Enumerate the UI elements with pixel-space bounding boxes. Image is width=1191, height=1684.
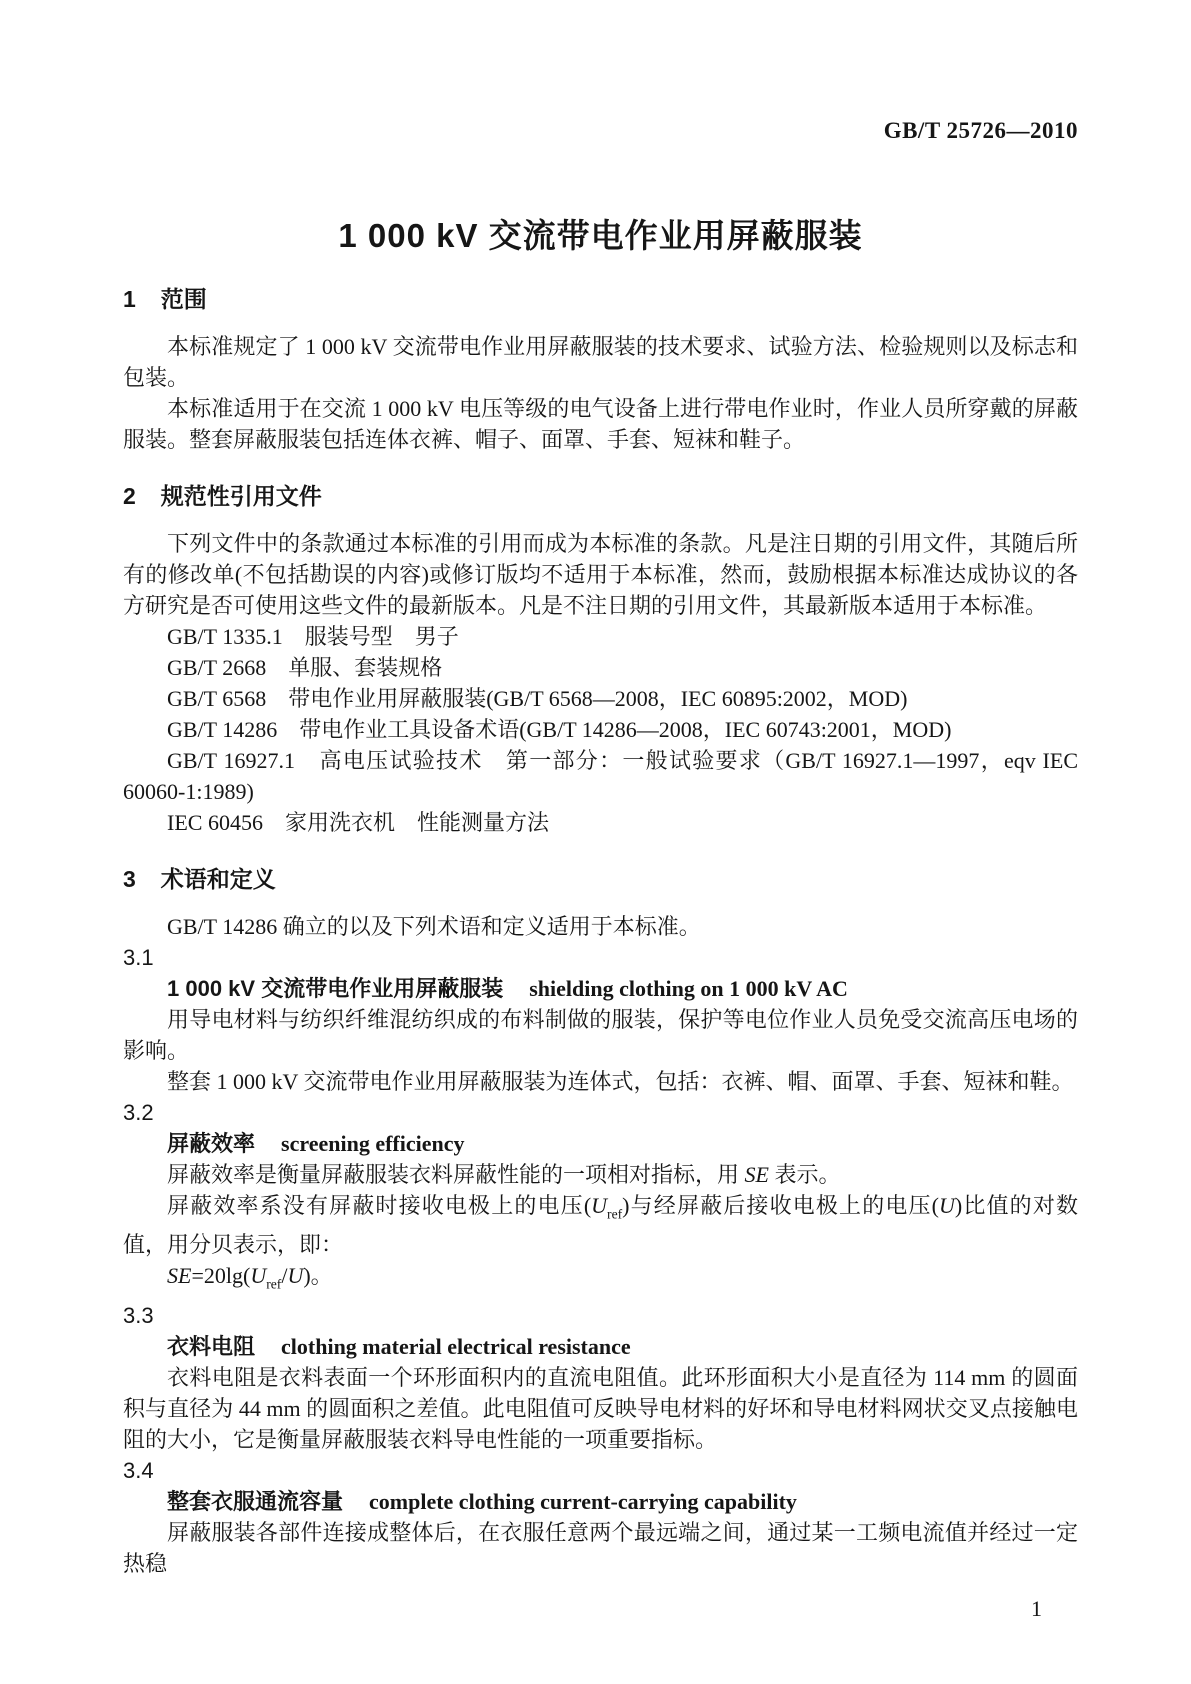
term-english: complete clothing current-carrying capability: [369, 1488, 797, 1514]
paragraph: 屏蔽服装各部件连接成整体后，在衣服任意两个最远端之间，通过某一工频电流值并经过一定热稳: [123, 1519, 1078, 1576]
term-definition-title: [123, 1128, 1078, 1159]
reference-item: GB/T 16927.1 高电压试验技术 第一部分：一般试验要求（GB/T 16927.1—1997，eqv IEC 60060-1:1989): [123, 748, 1078, 804]
term-number: 3.1: [123, 945, 154, 970]
term-chinese: 衣料电阻: [167, 1333, 256, 1359]
paragraph: GB/T 14286 确立的以及下列术语和定义适用于本标准。: [167, 914, 701, 939]
paragraph: 下列文件中的条款通过本标准的引用而成为本标准的条款。凡是注日期的引用文件，其随后所有的修改单(不包括勘误的内容)或修订版均不适用于本标准，然而，鼓励根据本标准达成协议的各方研究是否可使用这些文件的最新版本。凡是不注日期的引用文件，其最新版本适用于本标准。: [123, 531, 1078, 618]
section-number: 3: [123, 866, 136, 892]
section-number: 2: [123, 483, 136, 509]
text-run: )与经屏蔽后接收电极上的电压(: [622, 1193, 939, 1218]
term-chinese: 屏蔽效率: [167, 1131, 256, 1156]
reference-item: GB/T 2668 单服、套装规格: [167, 655, 443, 680]
section-heading-1: [123, 284, 1078, 315]
variable-U: U: [939, 1193, 955, 1218]
term-definition-title: [123, 973, 1078, 1004]
text-run: 屏蔽效率是衡量屏蔽服装衣料屏蔽性能的一项相对指标，用: [167, 1162, 745, 1187]
section-label: 规范性引用文件: [160, 483, 322, 509]
term-chinese: 1 000 kV 交流带电作业用屏蔽服装: [167, 976, 504, 1001]
term-number: 3.4: [123, 1457, 154, 1483]
term-number: 3.3: [123, 1302, 154, 1328]
subscript-ref: ref: [266, 1276, 282, 1292]
section-heading-2: [123, 481, 1078, 512]
document-title: 1 000 kV 交流带电作业用屏蔽服装: [338, 217, 863, 254]
standard-code: GB/T 25726—2010: [883, 118, 1078, 143]
section-label: 范围: [160, 286, 207, 312]
term-definition-title: [123, 1331, 1078, 1362]
section-heading-3: [123, 864, 1078, 895]
term-chinese: 整套衣服通流容量: [167, 1488, 344, 1514]
paragraph: [123, 1190, 1078, 1260]
text-run: )。: [303, 1263, 333, 1289]
term-english: shielding clothing on 1 000 kV AC: [529, 976, 848, 1001]
reference-item: IEC 60456 家用洗衣机 性能测量方法: [167, 810, 549, 835]
section-label: 术语和定义: [160, 866, 276, 892]
term-definition-title: [123, 1486, 1078, 1517]
text-run: )比值的对数值，用分贝表示，即：: [123, 1193, 1078, 1258]
text-run: =20lg(: [191, 1263, 251, 1289]
paragraph: 衣料电阻是衣料表面一个环形面积内的直流电阻值。此环形面积大小是直径为 114 mm 的圆面积与直径为 44 mm 的圆面积之差值。此电阻值可反映导电材料的好坏和导电材料网状交叉点接触电阻的大小，它是衡量屏蔽服装衣料导电性能的一项重要指标。: [123, 1364, 1078, 1452]
text-run: /: [281, 1263, 288, 1289]
variable-SE: SE: [167, 1263, 192, 1289]
page-number: 1: [1031, 1595, 1042, 1621]
variable-U: U: [591, 1193, 608, 1218]
term-english: clothing material electrical resistance: [281, 1333, 631, 1359]
paragraph: 本标准适用于在交流 1 000 kV 电压等级的电气设备上进行带电作业时，作业人员所穿戴的屏蔽服装。整套屏蔽服装包括连体衣裤、帽子、面罩、手套、短袜和鞋子。: [123, 396, 1078, 452]
variable-SE: SE: [744, 1162, 769, 1187]
section-number: 1: [123, 286, 136, 312]
subscript-ref: ref: [607, 1206, 623, 1222]
paragraph: 本标准规定了 1 000 kV 交流带电作业用屏蔽服装的技术要求、试验方法、检验规则以及标志和包装。: [123, 334, 1078, 390]
reference-item: GB/T 1335.1 服装号型 男子: [167, 624, 459, 649]
text-run: 表示。: [768, 1162, 841, 1187]
term-english: screening efficiency: [281, 1131, 465, 1156]
variable-U: U: [287, 1263, 304, 1289]
paragraph: 整套 1 000 kV 交流带电作业用屏蔽服装为连体式，包括：衣裤、帽、面罩、手套、短袜和鞋。: [167, 1069, 1074, 1094]
formula-screening-efficiency: [123, 1260, 1078, 1299]
reference-item: GB/T 6568 带电作业用屏蔽服装(GB/T 6568—2008，IEC 60895:2002，MOD): [167, 686, 908, 711]
paragraph: [123, 1159, 1078, 1190]
paragraph: 用导电材料与纺织纤维混纺织成的布料制做的服装，保护等电位作业人员免受交流高压电场的影响。: [123, 1007, 1078, 1063]
text-run: 屏蔽效率系没有屏蔽时接收电极上的电压(: [167, 1193, 592, 1218]
term-number: 3.2: [123, 1100, 154, 1125]
variable-U: U: [250, 1263, 267, 1289]
reference-item: GB/T 14286 带电作业工具设备术语(GB/T 14286—2008，IEC 60743:2001，MOD): [167, 717, 952, 742]
